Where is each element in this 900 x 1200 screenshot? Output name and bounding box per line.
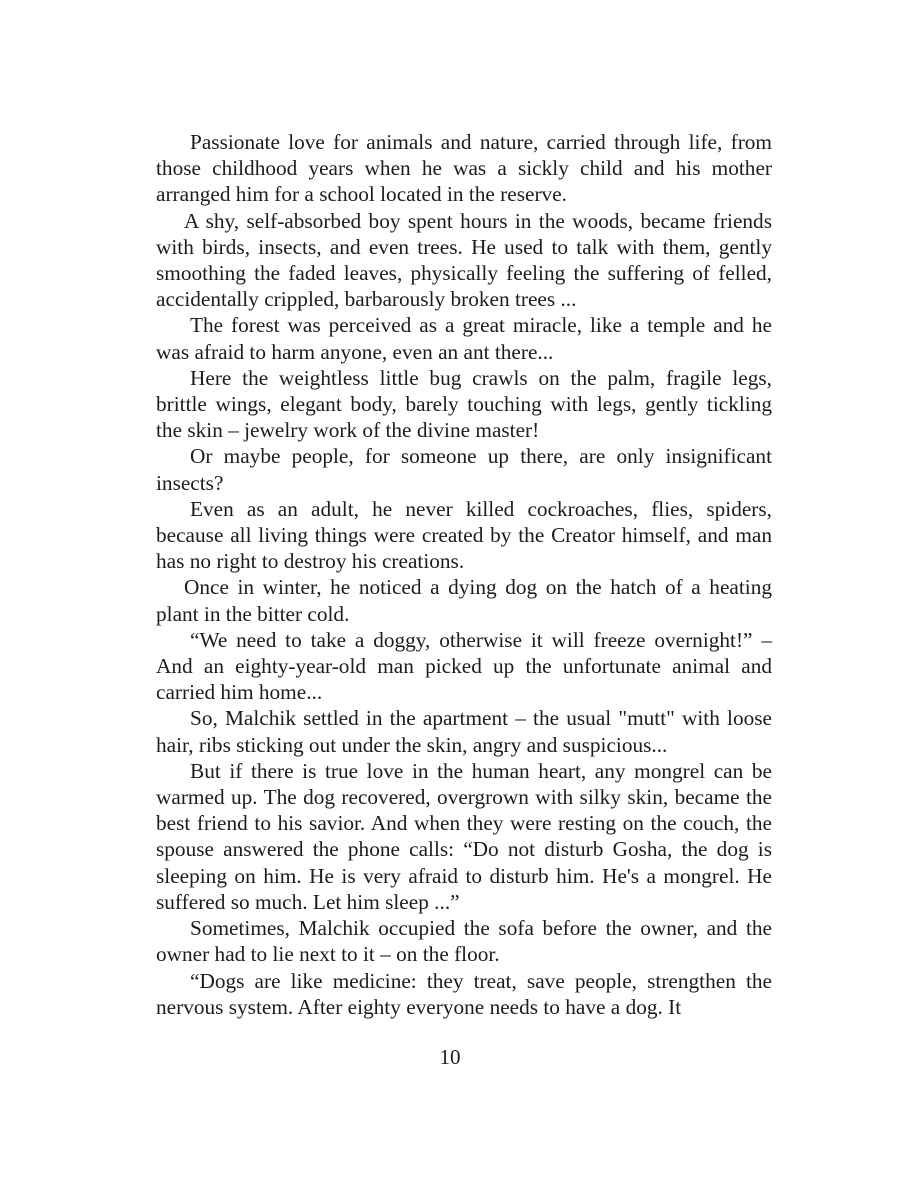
paragraph: Or maybe people, for someone up there, are only insignificant insects? bbox=[156, 444, 772, 495]
paragraph: Here the weightless little bug crawls on the palm, fragile legs, brittle wings, elegant body, barely touching with legs, gently tickling the skin – jewelry work of the divine master! bbox=[156, 365, 772, 443]
paragraph: So, Malchik settled in the apartment – the usual "mutt" with loose hair, ribs sticking out under the skin, angry and suspicious... bbox=[156, 706, 772, 757]
paragraph: Even as an adult, he never killed cockroaches, flies, spiders, because all living things were created by the Creator himself, and man has no right to destroy his creations. bbox=[156, 496, 772, 574]
paragraph: The forest was perceived as a great miracle, like a temple and he was afraid to harm anyone, even an ant there... bbox=[156, 313, 772, 364]
paragraph: “We need to take a doggy, otherwise it will freeze overnight!” – And an eighty-year-old man picked up the unfortunate animal and carried him home... bbox=[156, 627, 772, 705]
paragraph: Passionate love for animals and nature, carried through life, from those childhood years when he was a sickly child and his mother arranged him for a school located in the reserve. bbox=[156, 130, 772, 207]
paragraph: Once in winter, he noticed a dying dog on the hatch of a heating plant in the bitter cold. bbox=[156, 575, 772, 626]
paragraph: “Dogs are like medicine: they treat, save people, strengthen the nervous system. After eighty everyone needs to have a dog. It bbox=[156, 968, 772, 1019]
paragraph: A shy, self-absorbed boy spent hours in the woods, became friends with birds, insects, and even trees. He used to talk with them, gently smoothing the faded leaves, physically feeling the suffering of felled, accidentally crippled, barbarously broken trees ... bbox=[156, 208, 772, 312]
page-body bbox=[156, 129, 772, 1020]
paragraph: But if there is true love in the human heart, any mongrel can be warmed up. The dog recovered, overgrown with silky skin, became the best friend to his savior. And when they were resting on the couch, the spouse answered the phone calls: “Do not disturb Gosha, the dog is sleeping on him. He is very afraid to disturb him. He's a mongrel. He suffered so much. Let him sleep ...” bbox=[156, 758, 772, 914]
page-number: 10 bbox=[439, 1045, 461, 1069]
paragraph: Sometimes, Malchik occupied the sofa before the owner, and the owner had to lie next to it – on the floor. bbox=[156, 916, 772, 967]
